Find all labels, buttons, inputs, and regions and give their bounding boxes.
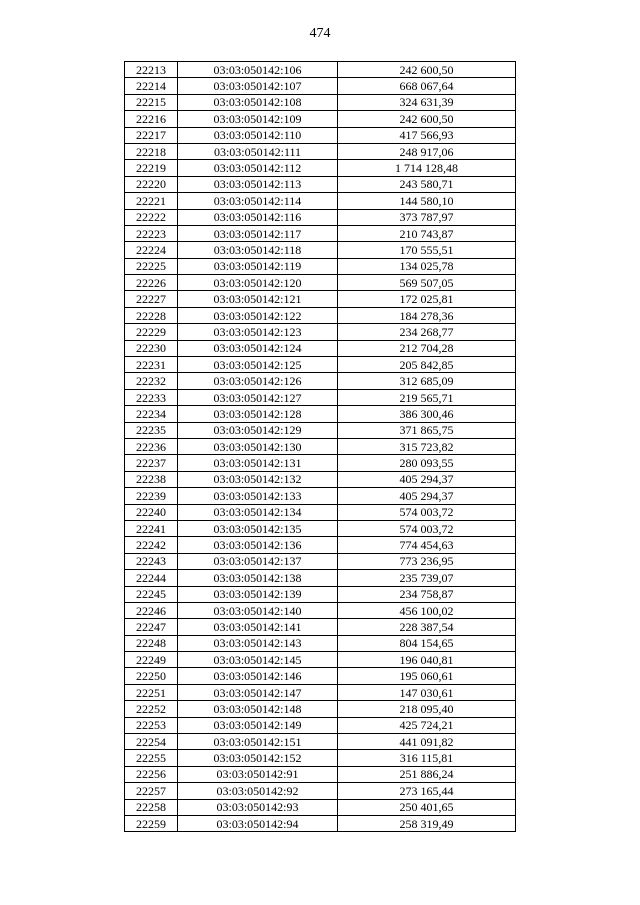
row-number-cell: 22245 (125, 586, 178, 602)
cadastral-value-cell: 773 236,95 (338, 553, 516, 569)
table-row (125, 406, 516, 422)
cadastral-number-cell: 03:03:050142:151 (178, 734, 338, 750)
row-number-cell: 22216 (125, 111, 178, 127)
cadastral-number-cell: 03:03:050142:91 (178, 766, 338, 782)
cadastral-number-cell: 03:03:050142:127 (178, 389, 338, 405)
row-number-cell: 22255 (125, 750, 178, 766)
cadastral-value-cell: 218 095,40 (338, 701, 516, 717)
cadastral-number-cell: 03:03:050142:137 (178, 553, 338, 569)
cadastral-number-cell: 03:03:050142:93 (178, 799, 338, 815)
cadastral-value-cell: 242 600,50 (338, 62, 516, 78)
cadastral-value-cell: 147 030,61 (338, 684, 516, 700)
row-number-cell: 22214 (125, 78, 178, 94)
table-row (125, 734, 516, 750)
table-row (125, 766, 516, 782)
table-row (125, 78, 516, 94)
row-number-cell: 22222 (125, 209, 178, 225)
table-row (125, 684, 516, 700)
cadastral-value-cell: 195 060,61 (338, 668, 516, 684)
cadastral-number-cell: 03:03:050142:120 (178, 275, 338, 291)
cadastral-value-table (124, 61, 516, 832)
table-row (125, 291, 516, 307)
cadastral-number-cell: 03:03:050142:122 (178, 307, 338, 323)
row-number-cell: 22256 (125, 766, 178, 782)
row-number-cell: 22240 (125, 504, 178, 520)
table-row (125, 127, 516, 143)
table-row (125, 488, 516, 504)
cadastral-value-cell: 574 003,72 (338, 520, 516, 536)
cadastral-value-cell: 668 067,64 (338, 78, 516, 94)
cadastral-number-cell: 03:03:050142:130 (178, 438, 338, 454)
row-number-cell: 22241 (125, 520, 178, 536)
cadastral-number-cell: 03:03:050142:131 (178, 455, 338, 471)
cadastral-number-cell: 03:03:050142:113 (178, 176, 338, 192)
table-row (125, 275, 516, 291)
cadastral-value-cell: 258 319,49 (338, 815, 516, 831)
cadastral-value-cell: 172 025,81 (338, 291, 516, 307)
cadastral-value-cell: 235 739,07 (338, 570, 516, 586)
cadastral-value-cell: 228 387,54 (338, 619, 516, 635)
row-number-cell: 22259 (125, 815, 178, 831)
table-row (125, 619, 516, 635)
cadastral-number-cell: 03:03:050142:141 (178, 619, 338, 635)
cadastral-number-cell: 03:03:050142:140 (178, 602, 338, 618)
cadastral-value-cell: 242 600,50 (338, 111, 516, 127)
table-row (125, 438, 516, 454)
row-number-cell: 22243 (125, 553, 178, 569)
cadastral-number-cell: 03:03:050142:111 (178, 143, 338, 159)
row-number-cell: 22227 (125, 291, 178, 307)
row-number-cell: 22235 (125, 422, 178, 438)
cadastral-value-cell: 243 580,71 (338, 176, 516, 192)
cadastral-number-cell: 03:03:050142:125 (178, 357, 338, 373)
table-row (125, 602, 516, 618)
table-row (125, 504, 516, 520)
cadastral-value-cell: 234 268,77 (338, 324, 516, 340)
cadastral-number-cell: 03:03:050142:109 (178, 111, 338, 127)
table-row (125, 570, 516, 586)
row-number-cell: 22228 (125, 307, 178, 323)
row-number-cell: 22244 (125, 570, 178, 586)
cadastral-number-cell: 03:03:050142:138 (178, 570, 338, 586)
table-row (125, 422, 516, 438)
cadastral-value-cell: 417 566,93 (338, 127, 516, 143)
cadastral-number-cell: 03:03:050142:116 (178, 209, 338, 225)
table-row (125, 471, 516, 487)
row-number-cell: 22217 (125, 127, 178, 143)
cadastral-number-cell: 03:03:050142:129 (178, 422, 338, 438)
cadastral-number-cell: 03:03:050142:119 (178, 258, 338, 274)
cadastral-value-cell: 251 886,24 (338, 766, 516, 782)
row-number-cell: 22254 (125, 734, 178, 750)
cadastral-value-cell: 273 165,44 (338, 783, 516, 799)
cadastral-number-cell: 03:03:050142:133 (178, 488, 338, 504)
cadastral-value-cell: 144 580,10 (338, 193, 516, 209)
cadastral-number-cell: 03:03:050142:145 (178, 652, 338, 668)
cadastral-value-cell: 210 743,87 (338, 225, 516, 241)
table-row (125, 389, 516, 405)
cadastral-number-cell: 03:03:050142:147 (178, 684, 338, 700)
table-row (125, 176, 516, 192)
table-row (125, 258, 516, 274)
row-number-cell: 22257 (125, 783, 178, 799)
row-number-cell: 22234 (125, 406, 178, 422)
cadastral-number-cell: 03:03:050142:135 (178, 520, 338, 536)
cadastral-value-cell: 569 507,05 (338, 275, 516, 291)
row-number-cell: 22232 (125, 373, 178, 389)
cadastral-value-cell: 248 917,06 (338, 143, 516, 159)
row-number-cell: 22237 (125, 455, 178, 471)
row-number-cell: 22236 (125, 438, 178, 454)
cadastral-value-cell: 316 115,81 (338, 750, 516, 766)
table-row (125, 668, 516, 684)
row-number-cell: 22249 (125, 652, 178, 668)
row-number-cell: 22224 (125, 242, 178, 258)
table-row (125, 62, 516, 78)
cadastral-value-cell: 196 040,81 (338, 652, 516, 668)
table-row (125, 717, 516, 733)
cadastral-value-cell: 405 294,37 (338, 471, 516, 487)
cadastral-number-cell: 03:03:050142:121 (178, 291, 338, 307)
table-row (125, 520, 516, 536)
cadastral-number-cell: 03:03:050142:112 (178, 160, 338, 176)
row-number-cell: 22226 (125, 275, 178, 291)
cadastral-value-cell: 234 758,87 (338, 586, 516, 602)
table-row (125, 324, 516, 340)
row-number-cell: 22239 (125, 488, 178, 504)
cadastral-value-cell: 212 704,28 (338, 340, 516, 356)
row-number-cell: 22223 (125, 225, 178, 241)
table-row (125, 815, 516, 831)
cadastral-value-cell: 280 093,55 (338, 455, 516, 471)
table-row (125, 586, 516, 602)
row-number-cell: 22247 (125, 619, 178, 635)
cadastral-value-cell: 184 278,36 (338, 307, 516, 323)
table-row (125, 193, 516, 209)
table-row (125, 799, 516, 815)
table-row (125, 209, 516, 225)
cadastral-value-cell: 371 865,75 (338, 422, 516, 438)
cadastral-number-cell: 03:03:050142:114 (178, 193, 338, 209)
table-row (125, 307, 516, 323)
cadastral-number-cell: 03:03:050142:94 (178, 815, 338, 831)
cadastral-number-cell: 03:03:050142:152 (178, 750, 338, 766)
table-row (125, 111, 516, 127)
table-row (125, 783, 516, 799)
row-number-cell: 22250 (125, 668, 178, 684)
row-number-cell: 22225 (125, 258, 178, 274)
cadastral-value-cell: 405 294,37 (338, 488, 516, 504)
page-number: 474 (309, 26, 331, 41)
cadastral-value-cell: 315 723,82 (338, 438, 516, 454)
cadastral-value-cell: 250 401,65 (338, 799, 516, 815)
cadastral-value-cell: 312 685,09 (338, 373, 516, 389)
row-number-cell: 22251 (125, 684, 178, 700)
cadastral-number-cell: 03:03:050142:132 (178, 471, 338, 487)
table-row (125, 242, 516, 258)
table-row (125, 94, 516, 110)
cadastral-number-cell: 03:03:050142:139 (178, 586, 338, 602)
cadastral-value-cell: 386 300,46 (338, 406, 516, 422)
table-row (125, 357, 516, 373)
cadastral-number-cell: 03:03:050142:106 (178, 62, 338, 78)
cadastral-number-cell: 03:03:050142:110 (178, 127, 338, 143)
cadastral-value-cell: 456 100,02 (338, 602, 516, 618)
cadastral-value-cell: 170 555,51 (338, 242, 516, 258)
table-row (125, 750, 516, 766)
row-number-cell: 22215 (125, 94, 178, 110)
row-number-cell: 22246 (125, 602, 178, 618)
cadastral-number-cell: 03:03:050142:134 (178, 504, 338, 520)
cadastral-value-cell: 1 714 128,48 (338, 160, 516, 176)
cadastral-number-cell: 03:03:050142:128 (178, 406, 338, 422)
row-number-cell: 22220 (125, 176, 178, 192)
cadastral-number-cell: 03:03:050142:146 (178, 668, 338, 684)
row-number-cell: 22242 (125, 537, 178, 553)
cadastral-value-cell: 205 842,85 (338, 357, 516, 373)
table-row (125, 340, 516, 356)
cadastral-number-cell: 03:03:050142:136 (178, 537, 338, 553)
cadastral-value-cell: 441 091,82 (338, 734, 516, 750)
cadastral-value-cell: 574 003,72 (338, 504, 516, 520)
table-row (125, 455, 516, 471)
cadastral-value-cell: 373 787,97 (338, 209, 516, 225)
cadastral-number-cell: 03:03:050142:108 (178, 94, 338, 110)
table-row (125, 553, 516, 569)
table-row (125, 225, 516, 241)
row-number-cell: 22248 (125, 635, 178, 651)
table-body (125, 62, 516, 832)
row-number-cell: 22229 (125, 324, 178, 340)
cadastral-number-cell: 03:03:050142:124 (178, 340, 338, 356)
table-row (125, 701, 516, 717)
row-number-cell: 22238 (125, 471, 178, 487)
table-row (125, 143, 516, 159)
table-row (125, 160, 516, 176)
row-number-cell: 22230 (125, 340, 178, 356)
cadastral-number-cell: 03:03:050142:148 (178, 701, 338, 717)
table-row (125, 652, 516, 668)
cadastral-number-cell: 03:03:050142:117 (178, 225, 338, 241)
table-row (125, 537, 516, 553)
row-number-cell: 22252 (125, 701, 178, 717)
row-number-cell: 22219 (125, 160, 178, 176)
cadastral-value-cell: 774 454,63 (338, 537, 516, 553)
cadastral-number-cell: 03:03:050142:126 (178, 373, 338, 389)
row-number-cell: 22258 (125, 799, 178, 815)
cadastral-number-cell: 03:03:050142:123 (178, 324, 338, 340)
row-number-cell: 22253 (125, 717, 178, 733)
cadastral-value-cell: 324 631,39 (338, 94, 516, 110)
cadastral-value-cell: 804 154,65 (338, 635, 516, 651)
cadastral-value-cell: 219 565,71 (338, 389, 516, 405)
cadastral-value-cell: 134 025,78 (338, 258, 516, 274)
row-number-cell: 22233 (125, 389, 178, 405)
row-number-cell: 22218 (125, 143, 178, 159)
cadastral-number-cell: 03:03:050142:92 (178, 783, 338, 799)
cadastral-number-cell: 03:03:050142:143 (178, 635, 338, 651)
cadastral-number-cell: 03:03:050142:107 (178, 78, 338, 94)
row-number-cell: 22213 (125, 62, 178, 78)
table-row (125, 635, 516, 651)
cadastral-number-cell: 03:03:050142:118 (178, 242, 338, 258)
cadastral-value-cell: 425 724,21 (338, 717, 516, 733)
table-row (125, 373, 516, 389)
row-number-cell: 22221 (125, 193, 178, 209)
cadastral-number-cell: 03:03:050142:149 (178, 717, 338, 733)
row-number-cell: 22231 (125, 357, 178, 373)
